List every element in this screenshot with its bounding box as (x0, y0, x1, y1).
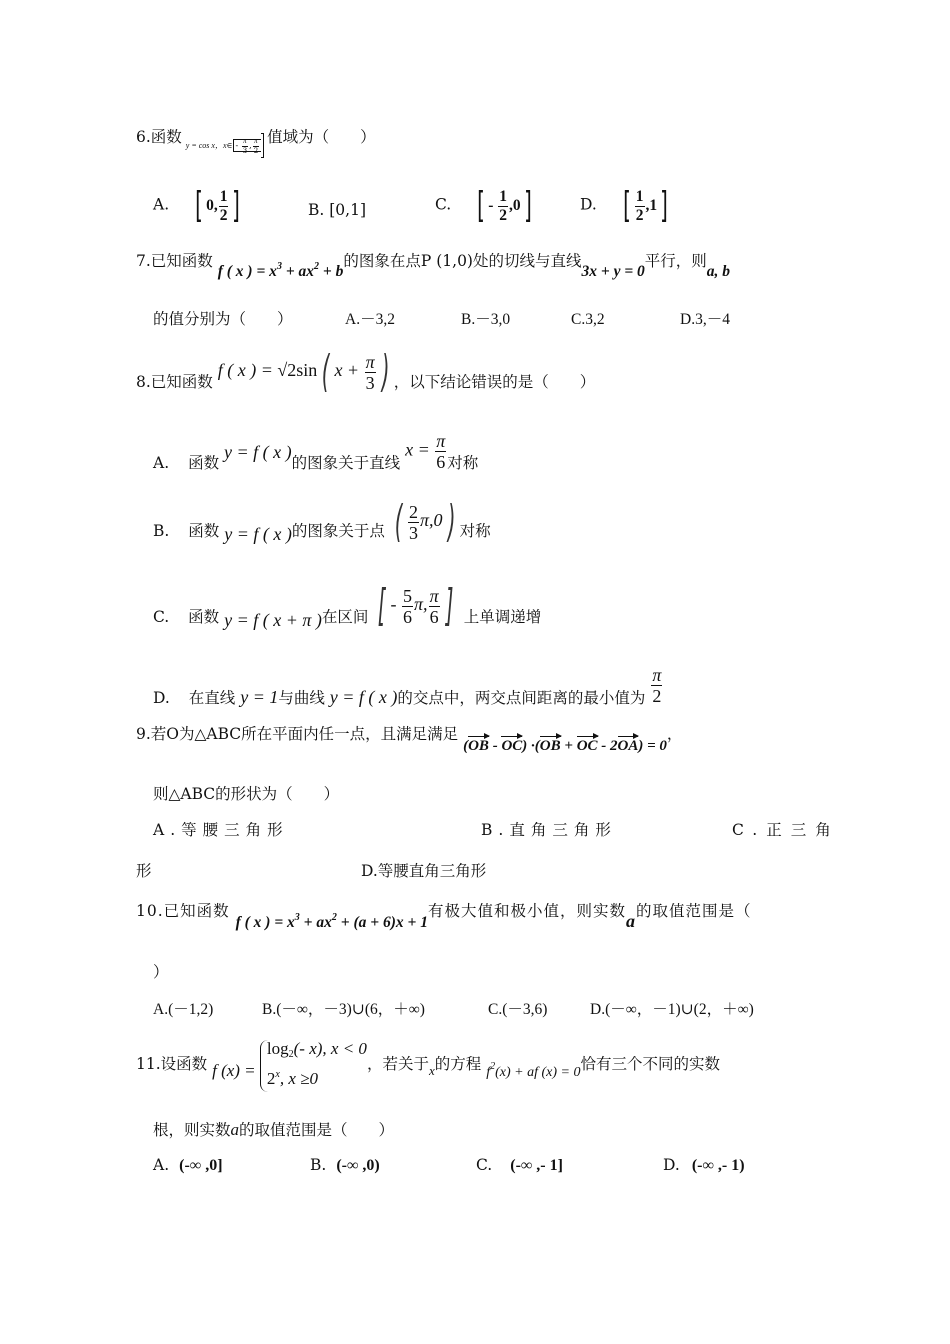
q7-opt-b: B.－3,0 (461, 311, 511, 328)
q7-mid: 的图象在点P (1,0)处的切线与直线 (343, 252, 582, 270)
q6-option-d: D. [ $\frac{1}{2}$ ,1] (580, 185, 669, 226)
q9-opt-b: B.直角三角形 (481, 821, 617, 839)
q11-opt-c: C. (-∞ ,- 1] (476, 1156, 563, 1174)
q6-a-label: A. (153, 195, 170, 214)
q11-line2: 根，则实数a的取值范围是（ ） (153, 1120, 395, 1139)
q10-opt-a: A.(－1,2) (153, 1001, 214, 1018)
q8-c-func: y = f ( x + π ) (224, 610, 322, 630)
q7-func: f ( x ) = $x^3 + ax^2 + b$ (217, 261, 344, 280)
q6-option-b (308, 203, 366, 219)
q8-stem: 8.已知函数 (136, 373, 213, 391)
q10-close: ） (153, 963, 169, 981)
q6-interval: - π 3 , π 2 (233, 139, 261, 152)
q6-a-left: 0, (206, 196, 218, 214)
q6-option-a: A. [ 0, $\frac{1}{2}$ ] (153, 185, 241, 226)
q10-opt-b: B.(－∞，－3)∪(6，＋∞) (262, 1001, 425, 1018)
q6-stem-line (136, 130, 376, 155)
q11-opt-d: D. (-∞ ,- 1) (663, 1156, 745, 1174)
q10-opt-c: C.(－3,6) (488, 1001, 548, 1018)
q9-line2: 则△ABC的形状为（ ） (153, 785, 340, 803)
q6-d-label: D. (580, 195, 597, 214)
q6-b-text: B. [0,1] (308, 201, 366, 219)
q8-option-a: A. 函数 y = f ( x )的图象关于直线 x = $\frac{\pi}{6}$ 对称 (153, 431, 479, 472)
q8-b-func: y = f ( x ) (224, 524, 292, 544)
q10-func: f ( x ) = $x^3 + ax^2 + (a + 6)x + 1$ (235, 912, 428, 931)
q9-opt-d: D.等腰直角三角形 (361, 862, 487, 880)
q8-stem-line (136, 346, 596, 397)
q7-tail: 平行，则 (644, 252, 707, 270)
q8-option-c: C. 函数 y = f ( x + π )在区间 [ - $\frac{5}{6}$ π, $\frac{\pi}{6}$ ] 上单调递增 (153, 580, 542, 631)
q11-stem: 11.设函数 (136, 1055, 208, 1073)
q10-opt-d: D.(－∞，－1)∪(2，＋∞) (590, 1001, 754, 1018)
q9-stem: 9.若O为△ABC所在平面内任一点，且满足满足 (136, 725, 459, 743)
q9-vector-eq: (OB - OC) ·(OB + OC - 2OA) = 0 (463, 738, 667, 754)
q11-func: f (x) = (212, 1061, 260, 1080)
q8-option-d: D. 在直线 y = 1与曲线 y = f ( x )的交点中，两交点间距离的最小值为 $\frac{\pi}{2}$ (153, 665, 662, 707)
q8-a-label: A. (153, 453, 170, 472)
q7-line2 (153, 312, 293, 328)
q11-opt-a: A. (-∞ ,0] (153, 1156, 223, 1174)
q9-opt-c: C.正三角 (732, 821, 840, 839)
q8-b-label: B. (153, 522, 170, 540)
q10-mid: 有极大值和极小值，则实数 (427, 902, 626, 920)
q8-func: f ( x ) = √2sin ( x + $\frac{\pi}{3}$ ) (217, 346, 390, 397)
q7-opt-a: A.－3,2 (345, 311, 395, 328)
q7-line: 3x + y = 0 (581, 263, 645, 280)
q7-stem: 7.已知函数 (136, 252, 213, 270)
q8-tail: ，以下结论错误的是（ ） (393, 373, 596, 391)
q6-option-c: C. [ - $\frac{1}{2}$ ,0] (435, 185, 532, 226)
q9-opt-a: A.等腰三角形 (153, 821, 289, 839)
q11-stem-line: 11.设函数 f (x) = $\log_2(-$ x), x < 0 2$^x$, x ≥0 ，若关于$_x$的方程 $f^2(x)$ + af (x) = 0恰有三个不同的实数 (136, 1042, 720, 1096)
q7-stem-line (136, 252, 731, 280)
q11-opt-b: B. (-∞ ,0) (310, 1156, 380, 1174)
q7-opt-d: D.3,－4 (680, 311, 730, 328)
q8-option-b: B. 函数 y = f ( x )的图象关于点 ( $\frac{2}{3}$ π,0 ) 对称 (153, 496, 491, 547)
q9-stem-line: 9.若O为△ABC所在平面内任一点，且满足满足 (OB - OC) ·(OB + OC - 2OA) = 0， (136, 725, 683, 754)
q7-opt-c: C.3,2 (571, 311, 605, 328)
q6-func: y = cos x，x∈ (185, 141, 233, 150)
q11-eq: $f^2(x)$ + af (x) = 0 (486, 1061, 581, 1080)
q8-d-label: D. (153, 688, 170, 707)
q9-opt-c-cont: 形 (136, 862, 152, 880)
q10-tail: 的取值范围是（ (635, 902, 752, 920)
q7-line2-text: 的值分别为（ ） (153, 310, 293, 328)
q10-stem-line: 10.已知函数 f ( x ) = $x^3 + ax^2 + (a + 6)x + 1$有极大值和极小值，则实数a的取值范围是（ (136, 902, 752, 931)
q8-a-func: y = f ( x ) (224, 441, 292, 462)
q6-tail: 值域为（ ） (267, 128, 376, 146)
q6-stem: 6.函数 (136, 128, 182, 146)
q7-ab: a, b (706, 263, 731, 280)
q6-c-label: C. (435, 195, 452, 214)
q10-stem: 10.已知函数 (136, 902, 230, 920)
q11-cases: $\log_2(-$ x), x < 0 2$^x$, x ≥0 (260, 1040, 367, 1092)
q8-c-label: C. (153, 608, 170, 626)
